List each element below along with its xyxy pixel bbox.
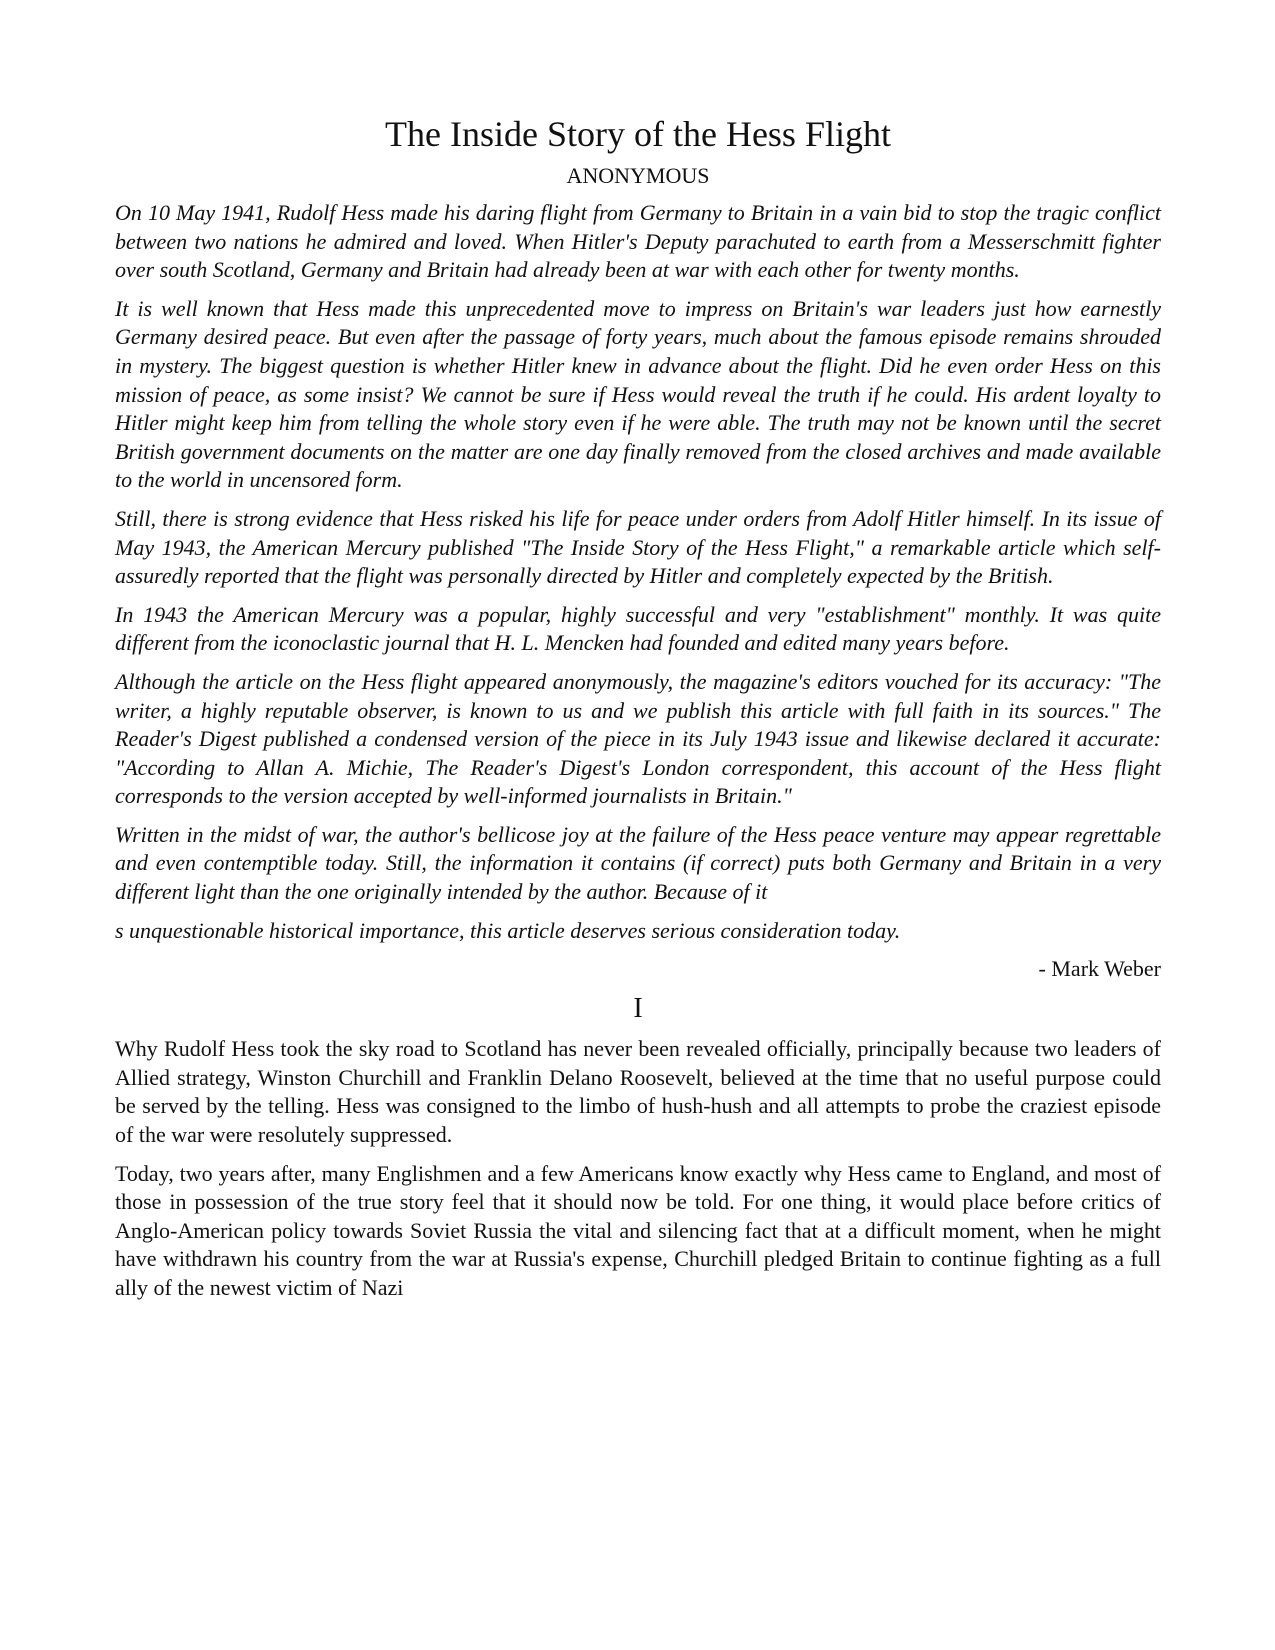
editor-introduction <box>115 199 1161 945</box>
document-author: ANONYMOUS <box>566 163 710 188</box>
article-body <box>115 1035 1161 1302</box>
body-paragraph: Today, two years after, many Englishmen and a few Americans know exactly why Hess came to England, and most of those in possession of the true story feel that it should now be told. For one thing, it would place before critics of Anglo-American policy towards Soviet Russia the vital and silencing fact that at a difficult moment, when he might have withdrawn his country from the war at Russia's expense, Churchill pledged Britain to continue fighting as a full ally of the newest victim of Nazi <box>115 1160 1161 1300</box>
intro-paragraph: Still, there is strong evidence that Hess risked his life for peace under orders from Adolf Hitler himself. In its issue of May 1943, the American Mercury published "The Inside Story of the Hess Flight," a remarkable article which self-assuredly reported that the flight was personally directed by Hitler and completely expected by the British. <box>115 505 1161 589</box>
intro-paragraph: In 1943 the American Mercury was a popular, highly successful and very "establishment" monthly. It was quite different from the iconoclastic journal that H. L. Mencken had founded and edited many years before. <box>115 601 1161 656</box>
intro-paragraph: Written in the midst of war, the author's bellicose joy at the failure of the Hess peace venture may appear regrettable and even contemptible today. Still, the information it contains (if correct) puts both Germany and Britain in a very different light than the one originally intended by the author. Because of it <box>115 821 1161 905</box>
intro-paragraph: On 10 May 1941, Rudolf Hess made his daring flight from Germany to Britain in a vain bid to stop the tragic conflict between two nations he admired and loved. When Hitler's Deputy parachuted to earth from a Messerschmitt fighter over south Scotland, Germany and Britain had already been at war with each other for twenty months. <box>115 200 1161 283</box>
section-heading: I <box>633 993 643 1025</box>
intro-paragraph: It is well known that Hess made this unprecedented move to impress on Britain's war leaders just how earnestly Germany desired peace. But even after the passage of forty years, much about the famous episode remains shrouded in mystery. The biggest question is whether Hitler knew in advance about the flight. Did he even order Hess on this mission of peace, as some insist? We cannot be sure if Hess would reveal the truth if he could. His ardent loyalty to Hitler might keep him from telling the whole story even if he were able. The truth may not be known until the secret British government documents on the matter are one day finally removed from the closed archives and made available to the world in uncensored form. <box>115 295 1161 493</box>
intro-paragraph: Although the article on the Hess flight appeared anonymously, the magazine's editors vouched for its accuracy: "The writer, a highly reputable observer, is known to us and we publish this article with full faith in its sources." The Reader's Digest published a condensed version of the piece in its July 1943 issue and likewise declared it accurate: "According to Allan A. Michie, The Reader's Digest's London correspondent, this account of the Hess flight corresponds to the version accepted by well-informed journalists in Britain." <box>115 668 1161 809</box>
document-title: The Inside Story of the Hess Flight <box>385 114 891 154</box>
intro-signature: - Mark Weber <box>1038 956 1161 982</box>
body-paragraph: Why Rudolf Hess took the sky road to Scotland has never been revealed officially, principally because two leaders of Allied strategy, Winston Churchill and Franklin Delano Roosevelt, believed at the time that no useful purpose could be served by the telling. Hess was consigned to the limbo of hush-hush and all attempts to probe the craziest episode of the war were resolutely suppressed. <box>115 1036 1161 1148</box>
document-page <box>115 112 1161 1313</box>
intro-paragraph: s unquestionable historical importance, this article deserves serious consideration today. <box>115 917 901 943</box>
